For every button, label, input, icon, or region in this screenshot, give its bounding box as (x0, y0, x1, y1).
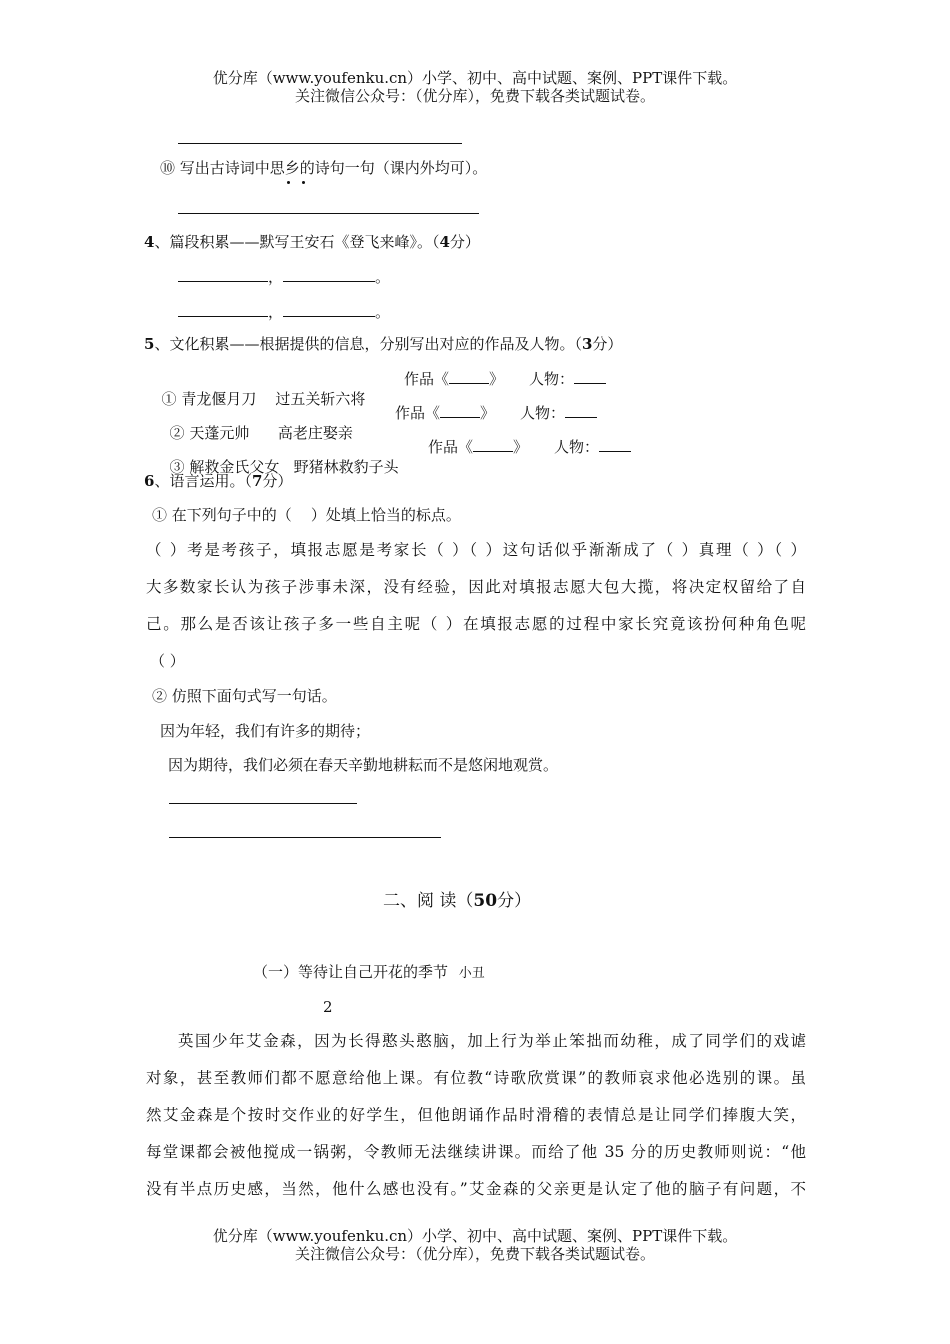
poem-blank[interactable] (283, 302, 375, 317)
q5-item-2: ② 天蓬元帅 高老庄娶亲 (169, 424, 353, 442)
poem-answer-row-1: ， 。 (178, 267, 390, 287)
q5-item-2-person: 人物： (520, 403, 597, 423)
q5-item-3-work: 作品《 》 (428, 438, 529, 456)
q6-example-2: 因为期待，我们必须在春天辛勤地耕耘而不是悠闲地观赏。 (168, 756, 559, 774)
work-blank[interactable] (440, 403, 480, 418)
site-footer-line-1: 优分库（www.youfenku.cn）小学、初中、高中试题、案例、PPT课件下载。 (212, 1227, 738, 1245)
q5-item-3-person: 人物： (554, 437, 631, 457)
reading-line: 每堂课都会被他搅成一锅粥，令教师无法继续讲课。而给了他 35 分的历史教师则说：“他 (146, 1143, 806, 1161)
reading-number: 2 (323, 998, 333, 1016)
answer-line[interactable] (178, 143, 462, 144)
emphasis-dot (287, 181, 290, 184)
q6-paragraph-line: （ ）考是考孩子，填报志愿是考家长（ ）（ ）这句话似乎渐渐成了（ ）真理（ ）（ ） (146, 541, 806, 559)
poem-blank[interactable] (283, 267, 375, 282)
question-6: 6、语言运用。（7分） (144, 472, 293, 490)
poem-blank[interactable] (178, 302, 268, 317)
reading-line: 对象，甚至教师们都不愿意给他上课。有位教“诗歌欣赏课”的教师哀求他必选别的课。虽 (146, 1069, 806, 1087)
poem-blank[interactable] (178, 267, 268, 282)
q6-sub-2: ② 仿照下面句式写一句话。 (152, 687, 337, 705)
q6-paragraph-line: （ ） (150, 652, 185, 670)
reading-line: 然艾金森是个按时交作业的好学生，但他朗诵作品时滑稽的表情总是让同学们捧腹大笑， (146, 1106, 806, 1124)
poem-answer-row-2: ， 。 (178, 302, 390, 322)
q6-example-1: 因为年轻，我们有许多的期待； (160, 722, 371, 740)
reading-line: 英国少年艾金森，因为长得憨头憨脑，加上行为举止笨拙而幼稚，成了同学们的戏谑 (178, 1032, 806, 1050)
answer-line[interactable] (169, 837, 441, 838)
question-5: 5、文化积累——根据提供的信息，分别写出对应的作品及人物。（3分） (144, 335, 623, 353)
work-blank[interactable] (449, 369, 489, 384)
reading-author: 小丑 (458, 966, 485, 981)
q5-item-1-work: 作品《 》 (404, 370, 505, 388)
q5-item-3: ③ 解救金氏父女 野猪林救豹子头 (169, 458, 399, 476)
section-2-title: 二、阅 读（50分） (383, 891, 532, 911)
answer-line[interactable] (178, 213, 479, 214)
emphasis-dot (302, 181, 305, 184)
q5-item-2-work: 作品《 》 (395, 404, 496, 422)
person-blank[interactable] (565, 403, 597, 418)
answer-line[interactable] (169, 803, 357, 804)
reading-line: 没有半点历史感，当然，他什么感也没有。”艾金森的父亲更是认定了他的脑子有问题，不 (146, 1180, 806, 1198)
site-header-line-1: 优分库（www.youfenku.cn）小学、初中、高中试题、案例、PPT课件下载。 (212, 69, 738, 87)
person-blank[interactable] (599, 437, 631, 452)
q6-paragraph-line: 大多数家长认为孩子涉事未深，没有经验，因此对填报志愿大包大揽，将决定权留给了自 (146, 578, 806, 596)
q5-item-1-person: 人物： (529, 369, 606, 389)
person-blank[interactable] (574, 369, 606, 384)
question-4: 4、篇段积累——默写王安石《登飞来峰》。（4分） (144, 233, 480, 251)
reading-title: （一）等待让自己开花的季节 小丑 (253, 963, 485, 981)
q6-paragraph-line: 己。那么是否该让孩子多一些自主呢（ ）在填报志愿的过程中家长究竟该扮何种角色呢 (146, 615, 806, 633)
site-footer-line-2: 关注微信公众号：（优分库），免费下载各类试题试卷。 (294, 1245, 655, 1263)
site-header-line-2: 关注微信公众号：（优分库），免费下载各类试题试卷。 (294, 87, 655, 105)
q6-sub-1: ① 在下列句子中的（ ）处填上恰当的标点。 (152, 506, 461, 524)
q5-item-1: ① 青龙偃月刀 过五关斩六将 (161, 390, 366, 408)
work-blank[interactable] (473, 437, 513, 452)
question-3-10: ⑩ 写出古诗词中思乡的诗句一句（课内外均可）。 (160, 159, 488, 177)
